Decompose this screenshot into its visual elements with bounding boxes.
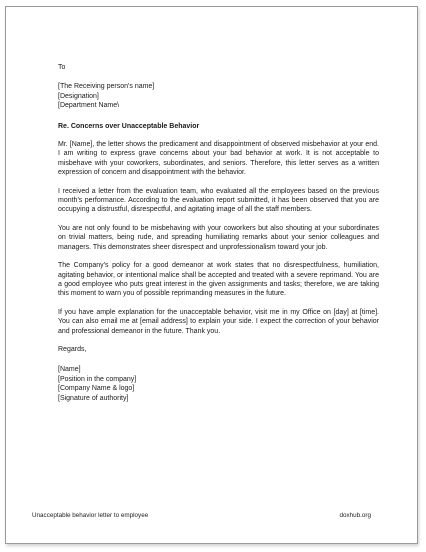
paragraph-2: I received a letter from the evaluation team, who evaluated all the employees based on the previous month's performance. According to the evaluation report submitted, it has been observed that you are occupying a distrustful, disrespectful, and agitating image of all the staff members. <box>58 187 379 214</box>
recipient-designation: [Designation] <box>58 92 99 100</box>
paragraph-1: Mr. [Name], the letter shows the predicament and disappointment of observed misbehavior at your end. I am writing to express grave concerns about your bad behavior at work. It is not acceptable to misbehave with your coworkers, subordinates, and seniors. Therefore, this letter serves as a written expression of concern and disappointment with the behavior. <box>58 141 379 177</box>
signature-name: [Name] <box>58 366 81 374</box>
recipient-name: [The Receiving person's name] <box>58 83 155 91</box>
signature-company: [Company Name & logo] <box>58 385 135 393</box>
letter-body <box>58 63 379 403</box>
footer-title: Unacceptable behavior letter to employee <box>32 512 149 519</box>
closing: Regards, <box>58 345 87 353</box>
paragraph-3: You are not only found to be misbehaving with your coworkers but also shouting at your subordinates on trivial matters, being rude, and spreading humiliating remarks about your senior colleagues and managers. This demonstrates sheer disrespect and unprofessionalism toward your job. <box>58 224 379 251</box>
recipient-department: [Department Name\ <box>58 102 120 110</box>
document-page <box>5 6 418 544</box>
letter-subject: Re. Concerns over Unacceptable Behavior <box>58 122 200 130</box>
signature-position: [Position in the company] <box>58 375 137 383</box>
signature-block <box>58 365 379 403</box>
page-footer <box>32 512 371 519</box>
to-label: To <box>58 64 66 71</box>
footer-site: doxhub.org <box>339 512 371 519</box>
paragraph-5: If you have ample explanation for the unacceptable behavior, visit me in my Office on [day] at [time]. You can also email me at [email address] to explain your side. I expect the correction of your behavior and professional demeanor in the future. Thank you. <box>58 308 379 335</box>
recipient-block <box>58 82 379 110</box>
paragraph-4: The Company's policy for a good demeanor at work states that no disrespectfulness, humiliation, agitating behavior, or intentional malice shall be accepted and treated with a severe reprimand. You are a good employee who puts great interest in the given assignments and tasks; therefore, we are taking this moment to warn you of possible reprimanding measures in the future. <box>58 262 379 298</box>
signature-authority: [Signature of authority] <box>58 394 129 402</box>
